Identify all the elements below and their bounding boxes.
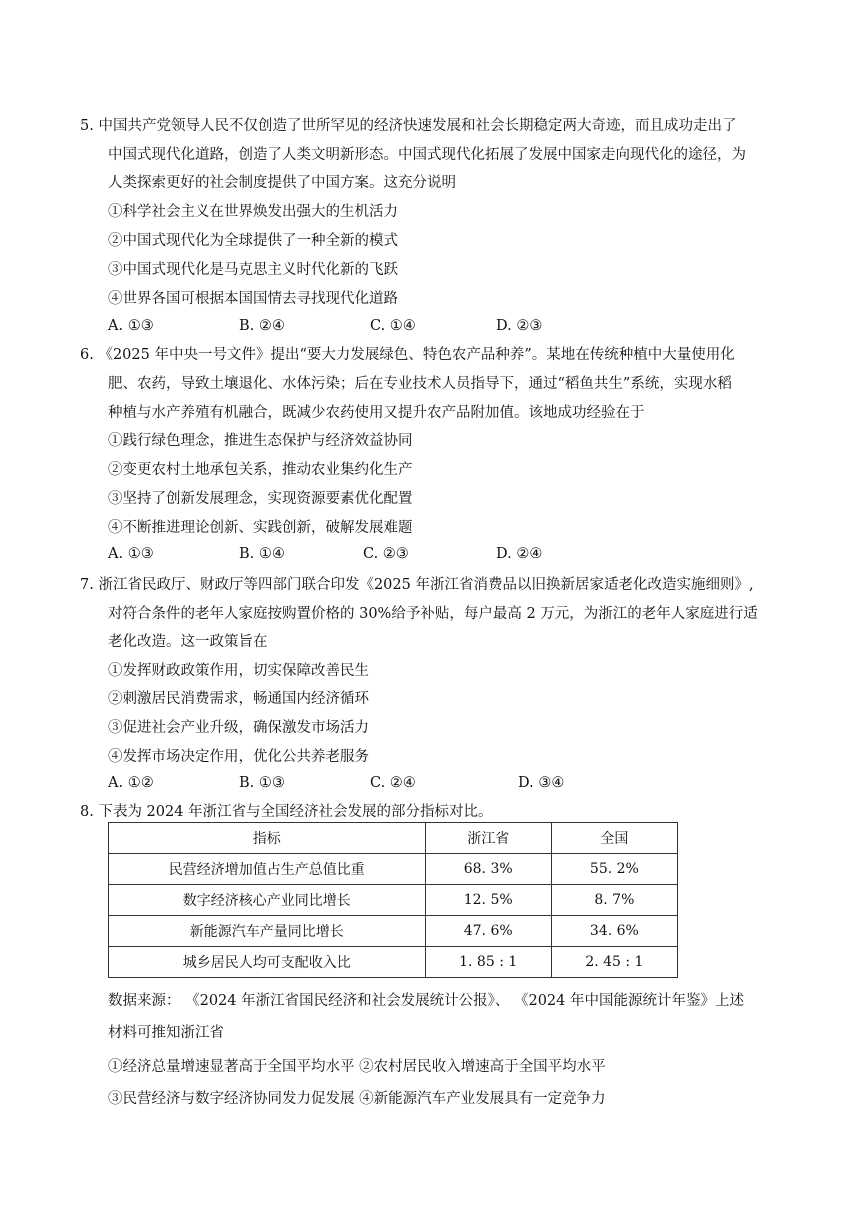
- q7-option-d[interactable]: D. ③④: [518, 775, 565, 791]
- q7-item-4: ④发挥市场决定作用，优化公共养老服务: [108, 749, 369, 765]
- q7-stem-line-3: 老化改造。这一政策旨在: [108, 634, 268, 650]
- q8-items-line-1: ①经济总量增速显著高于全国平均水平 ②农村居民收入增速高于全国平均水平: [108, 1059, 606, 1075]
- q5-item-2: ②中国式现代化为全球提供了一种全新的模式: [108, 233, 398, 249]
- q5-stem-line-1: 5. 中国共产党领导人民不仅创造了世所罕见的经济快速发展和社会长期稳定两大奇迹，而且成功走出了: [80, 118, 737, 134]
- q5-stem-line-3: 人类探索更好的社会制度提供了中国方案。这充分说明: [108, 175, 456, 191]
- table-cell: 68. 3%: [425, 854, 551, 885]
- q6-item-2: ②变更农村土地承包关系，推动农业集约化生产: [108, 462, 413, 478]
- q5-option-b[interactable]: B. ②④: [239, 318, 285, 334]
- q6-stem-line-1: 6. 《2025 年中央一号文件》提出“要大力发展绿色、特色农产品种养”。某地在传统种植中大量使用化: [80, 347, 735, 363]
- header-indicator: 指标: [109, 823, 426, 854]
- table-cell: 1. 85 : 1: [425, 947, 551, 978]
- table-header-row: [109, 823, 678, 854]
- q8-source-line-1: 数据来源： 《2024 年浙江省国民经济和社会发展统计公报》、 《2024 年中国能源统计年鉴》上述: [108, 993, 744, 1009]
- q6-item-1: ①践行绿色理念，推进生态保护与经济效益协同: [108, 433, 413, 449]
- q5-item-1: ①科学社会主义在世界焕发出强大的生机活力: [108, 204, 398, 220]
- q6-option-a[interactable]: A. ①③: [108, 546, 154, 562]
- table-row: [109, 916, 678, 947]
- header-zhejiang: 浙江省: [425, 823, 551, 854]
- q5-option-c[interactable]: C. ①④: [370, 318, 416, 334]
- q6-stem-line-3: 种植与水产养殖有机融合，既减少农药使用又提升农产品附加值。该地成功经验在于: [108, 405, 645, 421]
- q6-option-b[interactable]: B. ①④: [239, 546, 285, 562]
- q8-items-line-2: ③民营经济与数字经济协同发力促发展 ④新能源汽车产业发展具有一定竞争力: [108, 1091, 606, 1107]
- table-cell: 民营经济增加值占生产总值比重: [109, 854, 426, 885]
- table-cell: 47. 6%: [425, 916, 551, 947]
- q6-option-d[interactable]: D. ②④: [496, 546, 543, 562]
- q5-item-3: ③中国式现代化是马克思主义时代化新的飞跃: [108, 262, 398, 278]
- q7-option-a[interactable]: A. ①②: [108, 775, 154, 791]
- q8-intro: 8. 下表为 2024 年浙江省与全国经济社会发展的部分指标对比。: [80, 804, 493, 820]
- q6-item-4: ④不断推进理论创新、实践创新，破解发展难题: [108, 520, 413, 536]
- q7-item-1: ①发挥财政政策作用，切实保障改善民生: [108, 663, 369, 679]
- table-cell: 12. 5%: [425, 885, 551, 916]
- q8-source-line-2: 材料可推知浙江省: [108, 1025, 224, 1041]
- table-cell: 数字经济核心产业同比增长: [109, 885, 426, 916]
- q5-item-4: ④世界各国可根据本国国情去寻找现代化道路: [108, 291, 398, 307]
- q7-item-2: ②刺激居民消费需求，畅通国内经济循环: [108, 691, 369, 707]
- table-cell: 城乡居民人均可支配收入比: [109, 947, 426, 978]
- q5-options: [108, 317, 708, 335]
- q7-item-3: ③促进社会产业升级，确保激发市场活力: [108, 720, 369, 736]
- q5-option-d[interactable]: D. ②③: [496, 318, 543, 334]
- q6-item-3: ③坚持了创新发展理念，实现资源要素优化配置: [108, 491, 413, 507]
- indicator-comparison-table: [108, 822, 678, 978]
- table-cell: 8. 7%: [551, 885, 677, 916]
- table-cell: 34. 6%: [551, 916, 677, 947]
- table-row: [109, 854, 678, 885]
- q5-option-a[interactable]: A. ①③: [108, 318, 154, 334]
- q7-stem-line-2: 对符合条件的老年人家庭按购置价格的 30%给予补贴，每户最高 2 万元，为浙江的老年人家庭进行适: [108, 606, 758, 622]
- q7-option-b[interactable]: B. ①③: [239, 775, 285, 791]
- q7-option-c[interactable]: C. ②④: [370, 775, 416, 791]
- q5-stem-line-2: 中国式现代化道路，创造了人类文明新形态。中国式现代化拓展了发展中国家走向现代化的途径，为: [108, 147, 746, 163]
- table-row: [109, 885, 678, 916]
- q6-options: [108, 545, 708, 563]
- q6-stem-line-2: 肥、农药，导致土壤退化、水体污染；后在专业技术人员指导下，通过“稻鱼共生”系统，实现水稻: [108, 376, 732, 392]
- q6-option-c[interactable]: C. ②③: [363, 546, 409, 562]
- table-cell: 2. 45 : 1: [551, 947, 677, 978]
- q7-options: [108, 774, 708, 792]
- table-row: [109, 947, 678, 978]
- q7-stem-line-1: 7. 浙江省民政厅、财政厅等四部门联合印发《2025 年浙江省消费品以旧换新居家适老化改造实施细则》,: [80, 577, 754, 593]
- table-cell: 新能源汽车产量同比增长: [109, 916, 426, 947]
- header-national: 全国: [551, 823, 677, 854]
- table-cell: 55. 2%: [551, 854, 677, 885]
